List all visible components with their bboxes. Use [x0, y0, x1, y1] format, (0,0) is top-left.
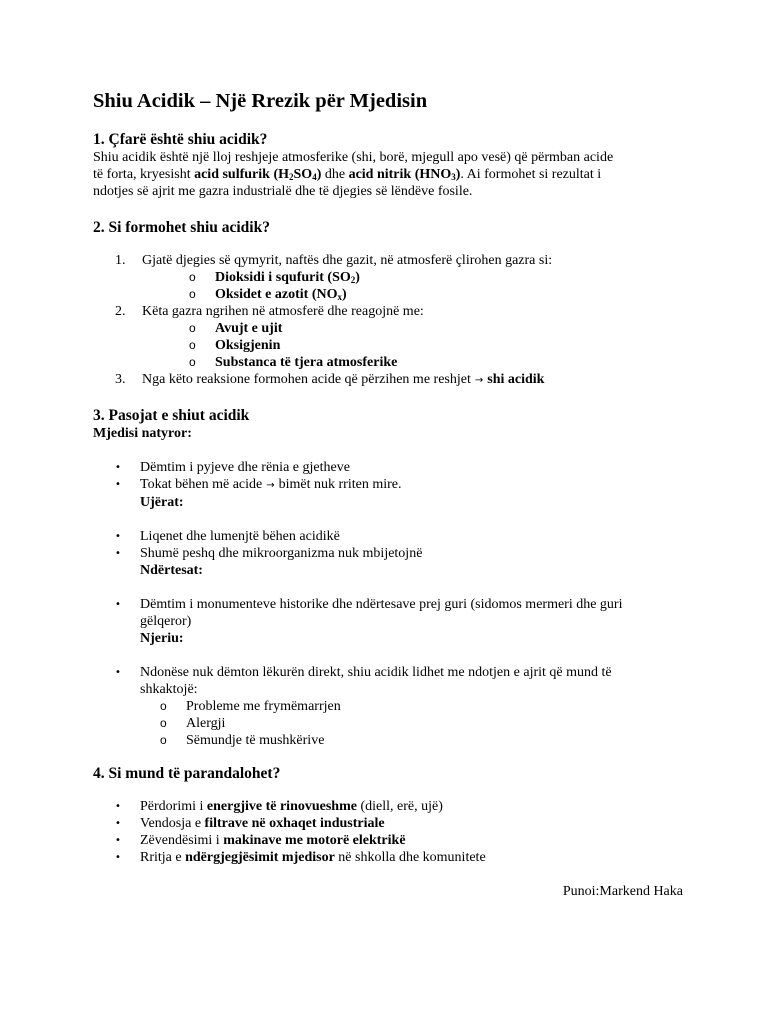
- section-formation: [93, 218, 683, 389]
- subscript: 2: [350, 275, 356, 285]
- measure-keyword: makinave me motorë elektrikë: [223, 833, 406, 848]
- bullet-icon: •: [115, 599, 121, 610]
- sub-bullet-icon: o: [189, 287, 196, 301]
- subscript: 2: [289, 172, 294, 182]
- result-term: shi acidik: [487, 372, 545, 387]
- prevention-list: [93, 798, 683, 866]
- measure-keyword: filtrave në oxhaqet industriale: [204, 816, 385, 831]
- effect-text: shkaktojë:: [140, 682, 198, 697]
- effect-text: Tokat bëhen më acide: [140, 477, 263, 492]
- subscript: x: [337, 292, 342, 302]
- health-problem: Sëmundje të mushkërive: [186, 733, 325, 748]
- water-effects-list: [93, 528, 683, 579]
- bullet-icon: •: [115, 479, 121, 490]
- effect-text: bimët nuk rriten mire.: [278, 477, 402, 492]
- measure-text: në shkolla dhe komunitete: [334, 850, 486, 865]
- measure-text: Përdorimi i: [140, 799, 207, 814]
- effect-text: Shumë peshq dhe mikroorganizma nuk mbijetojnë: [140, 546, 423, 561]
- natural-environment-label: Mjedisi natyror:: [93, 426, 192, 441]
- list-item: [122, 354, 683, 371]
- list-item: [93, 459, 683, 476]
- author-signature: Punoi:Markend Haka: [562, 884, 683, 899]
- list-item: [122, 269, 683, 286]
- bullet-icon: •: [115, 801, 121, 812]
- definition-text: . Ai formohet si rezultat i: [460, 167, 602, 182]
- measure-text: Rritja e: [140, 850, 186, 865]
- effect-text: Ndonëse nuk dëmton lëkurën direkt, shiu acidik lidhet me ndotjen e ajrit që mund të: [140, 665, 612, 680]
- natural-effects-list: [93, 459, 683, 511]
- list-item: [122, 337, 683, 354]
- nitric-acid-label: acid nitrik (HNO: [348, 167, 452, 182]
- bullet-icon: •: [115, 835, 121, 846]
- gas-name: Oksidet e azotit (NO: [215, 287, 338, 302]
- definition-text: dhe: [321, 167, 349, 182]
- subscript: 3: [451, 172, 456, 182]
- gas-list: [122, 269, 683, 303]
- bullet-icon: •: [115, 531, 121, 542]
- section-consequences: [93, 406, 683, 749]
- buildings-label: Ndërtesat:: [140, 563, 203, 578]
- document-title: Shiu Acidik – Një Rrezik për Mjedisin: [93, 90, 428, 112]
- section-2-heading: 2. Si formohet shiu acidik?: [93, 219, 270, 236]
- list-item: [93, 528, 683, 545]
- sub-bullet-icon: o: [189, 338, 196, 352]
- list-number: 2.: [115, 304, 126, 319]
- sub-bullet-icon: o: [160, 699, 167, 713]
- reactant-name: Avujt e ujit: [215, 321, 283, 336]
- section-1-heading: 1. Çfarë është shiu acidik?: [93, 131, 268, 148]
- list-item: [93, 664, 683, 749]
- paren: ): [355, 270, 360, 285]
- nitric-acid-term: [349, 167, 461, 182]
- section-3-heading: 3. Pasojat e shiut acidik: [93, 407, 250, 424]
- reactant-name: Substanca të tjera atmosferike: [215, 355, 398, 370]
- sulfuric-acid-formula: SO: [293, 167, 313, 182]
- bullet-icon: •: [115, 667, 121, 678]
- list-item: [93, 698, 683, 715]
- step-text-main: Nga këto reaksione formohen acide që përzihen me reshjet: [142, 372, 471, 387]
- health-problem: Probleme me frymëmarrjen: [186, 699, 341, 714]
- definition-paragraph: [93, 149, 683, 200]
- list-item: [93, 303, 683, 371]
- list-number: 3.: [115, 372, 126, 387]
- bullet-icon: •: [115, 462, 121, 473]
- sub-bullet-icon: o: [160, 733, 167, 747]
- paren: ): [341, 287, 347, 302]
- measure-keyword: ndërgjegjësimit mjedisor: [185, 850, 335, 865]
- measure-text: Zëvendësimi i: [140, 833, 224, 848]
- formation-steps-list: [93, 252, 683, 389]
- section-4-heading: 4. Si mund të parandalohet?: [93, 765, 281, 782]
- subscript: 4: [312, 172, 317, 182]
- sulfuric-acid-term: [194, 167, 321, 182]
- building-effects-list: [93, 596, 683, 647]
- human-effects-list: [93, 664, 683, 749]
- definition-line-3: ndotjes së ajrit me gazra industrialë dhe të djegies së lëndëve fosile.: [93, 184, 473, 199]
- definition-line-1: Shiu acidik është një lloj reshjeje atmosferike (shi, borë, mjegull apo vesë) që përmban acide: [93, 150, 614, 165]
- sub-bullet-icon: o: [189, 355, 196, 369]
- sulfuric-acid-label: acid sulfurik (H: [194, 167, 289, 182]
- effect-text: gëlqeror): [140, 614, 192, 629]
- sub-bullet-icon: o: [189, 321, 196, 335]
- list-item: [122, 320, 683, 337]
- list-item: [122, 286, 683, 303]
- list-item: [93, 371, 683, 389]
- waters-label: Ujërat:: [140, 495, 184, 510]
- document-page: [93, 0, 683, 1024]
- reactant-name: Oksigjenin: [215, 338, 281, 353]
- definition-text: të forta, kryesisht: [93, 167, 195, 182]
- bullet-icon: •: [115, 818, 121, 829]
- list-item: [93, 252, 683, 303]
- list-item: [93, 849, 683, 866]
- human-label: Njeriu:: [140, 631, 184, 646]
- health-problem: Alergji: [186, 716, 226, 731]
- arrow-right-icon: →: [474, 375, 484, 386]
- effect-text: Dëmtim i monumenteve historike dhe ndërtesave prej guri (sidomos mermeri dhe guri: [140, 597, 623, 612]
- gas-name: Dioksidi i squfurit (SO: [215, 270, 351, 285]
- section-prevention: [93, 764, 683, 866]
- step-text: Gjatë djegies së qymyrit, naftës dhe gazit, në atmosferë çlirohen gazra si:: [142, 253, 553, 268]
- list-item: [93, 832, 683, 849]
- bullet-icon: •: [115, 548, 121, 559]
- list-item: [93, 815, 683, 832]
- sub-bullet-icon: o: [189, 270, 196, 284]
- measure-keyword: energjive të rinovueshme: [206, 799, 357, 814]
- measure-text: Vendosja e: [140, 816, 205, 831]
- reactant-list: [122, 320, 683, 371]
- arrow-right-icon: →: [266, 480, 275, 491]
- step-text: [142, 371, 683, 389]
- list-item: [93, 732, 683, 749]
- bullet-icon: •: [115, 852, 121, 863]
- sub-bullet-icon: o: [160, 716, 167, 730]
- section-definition: [93, 130, 683, 200]
- list-number: 1.: [115, 253, 126, 268]
- health-problems-list: [93, 698, 683, 749]
- list-item: [93, 476, 683, 511]
- list-item: [93, 715, 683, 732]
- list-item: [93, 596, 683, 647]
- paren: ): [316, 167, 322, 182]
- list-item: [93, 798, 683, 815]
- effect-text: Liqenet dhe lumenjtë bëhen acidikë: [140, 529, 340, 544]
- measure-text: (diell, erë, ujë): [356, 799, 443, 814]
- effect-text: Dëmtim i pyjeve dhe rënia e gjetheve: [140, 460, 350, 475]
- paren: ): [455, 167, 461, 182]
- step-text: Këta gazra ngrihen në atmosferë dhe reagojnë me:: [142, 304, 424, 319]
- list-item: [93, 545, 683, 579]
